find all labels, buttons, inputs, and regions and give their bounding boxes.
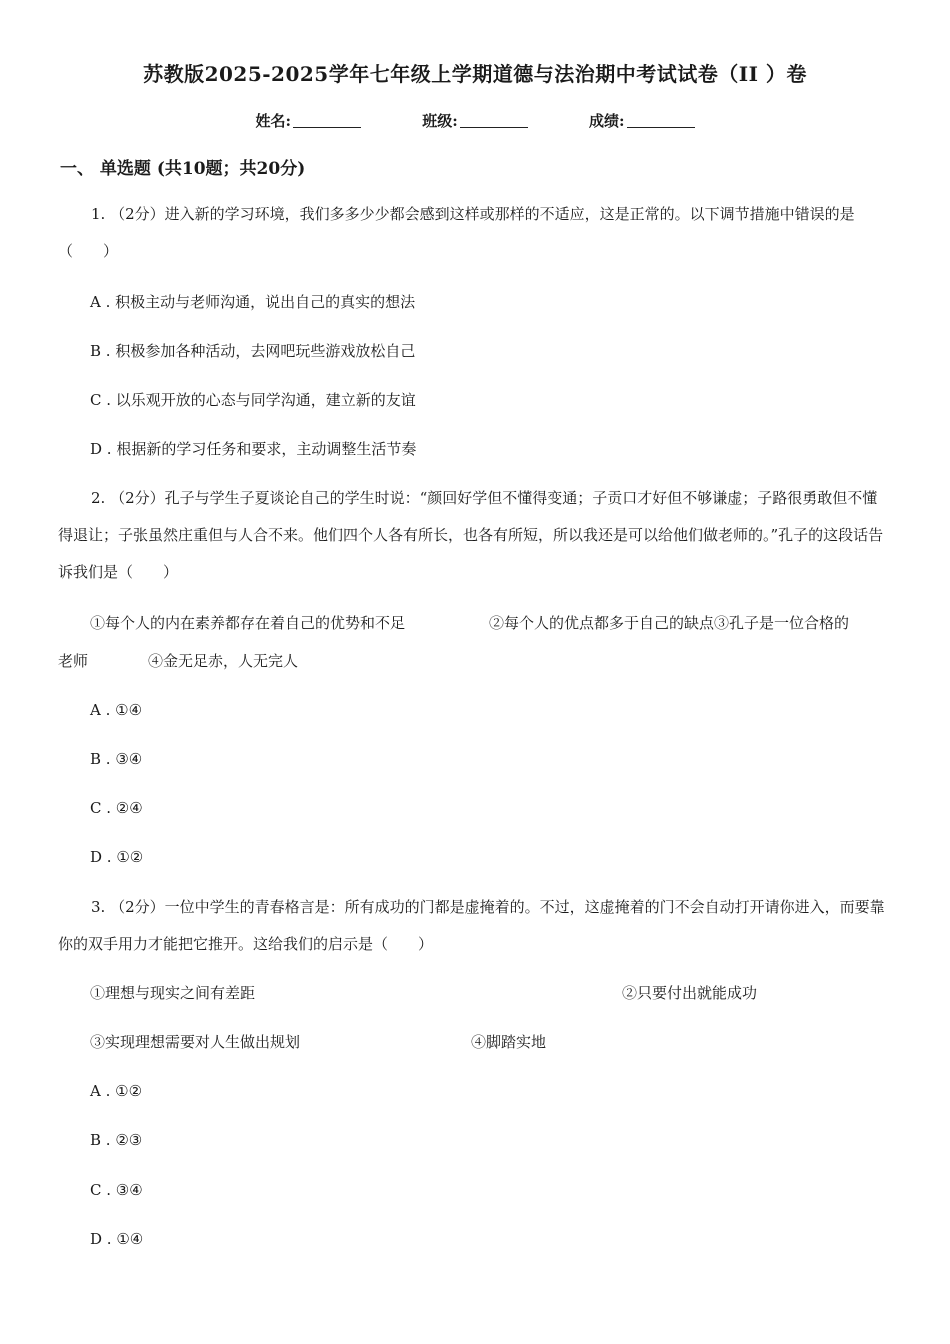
section-heading: 一、 单选题 (共10题；共20分): [60, 159, 306, 179]
name-field: [255, 110, 361, 131]
class-field: [422, 110, 528, 131]
question-2-option-a[interactable]: A . ①④: [90, 701, 143, 719]
question-3-option-a[interactable]: A . ①②: [90, 1082, 143, 1100]
question-3-statement-3: ③实现理想需要对人生做出规划: [90, 1033, 301, 1051]
question-3-statement-4: ④脚踏实地: [471, 1033, 547, 1051]
question-3-statement-2: ②只要付出就能成功: [622, 984, 758, 1002]
question-1-option-a[interactable]: A . 积极主动与老师沟通，说出自己的真实的想法: [90, 293, 416, 311]
student-info-row: [0, 110, 950, 131]
question-2-option-c[interactable]: C . ②④: [90, 799, 143, 817]
question-1-option-d[interactable]: D . 根据新的学习任务和要求，主动调整生活节奏: [90, 440, 417, 458]
question-1-option-b[interactable]: B . 积极参加各种活动，去网吧玩些游戏放松自己: [90, 342, 416, 360]
score-label: 成绩:: [589, 112, 625, 130]
score-field: [589, 110, 695, 131]
question-1-option-c[interactable]: C . 以乐观开放的心态与同学沟通，建立新的友谊: [90, 391, 416, 409]
question-2-option-b[interactable]: B . ③④: [90, 750, 143, 768]
question-2-statement-1: ①每个人的内在素养都存在着自己的优势和不足: [90, 614, 406, 632]
question-2-option-d[interactable]: D . ①②: [90, 848, 144, 866]
question-3-option-b[interactable]: B . ②③: [90, 1131, 143, 1149]
question-2-statement-4: ④金无足赤，人无完人: [148, 652, 299, 670]
score-blank[interactable]: [627, 113, 695, 128]
question-3-option-c[interactable]: C . ③④: [90, 1181, 143, 1199]
name-label: 姓名:: [255, 112, 291, 130]
question-2-stem: 2. （2分）孔子与学生子夏谈论自己的学生时说：“颜回好学但不懂得变通；子贡口才好但不够谦虚；子路很勇敢但不懂得退让；子张虽然庄重但与人合不来。他们四个人各有所长，也各有所短，所以我还是可以给他们做老师的。”孔子的这段话告诉我们是（ ）: [58, 489, 884, 581]
question-3-statement-1: ①理想与现实之间有差距: [90, 984, 256, 1002]
name-blank[interactable]: [293, 113, 361, 128]
question-1-stem: 1. （2分）进入新的学习环境，我们多多少少都会感到这样或那样的不适应，这是正常的。以下调节措施中错误的是（ ）: [58, 205, 855, 260]
question-2-statement-3-cont: 老师: [58, 652, 89, 670]
question-3-stem: 3. （2分）一位中学生的青春格言是：所有成功的门都是虚掩着的。不过，这虚掩着的门不会自动打开请你进入，而要靠你的双手用力才能把它推开。这给我们的启示是（ ）: [58, 898, 885, 953]
exam-title: 苏教版2025-2025学年七年级上学期道德与法治期中考试试卷（II ）卷: [143, 62, 807, 86]
class-label: 班级:: [422, 112, 458, 130]
class-blank[interactable]: [460, 113, 528, 128]
question-3-option-d[interactable]: D . ①④: [90, 1230, 144, 1248]
question-2-statement-2-3: ②每个人的优点都多于自己的缺点③孔子是一位合格的: [489, 614, 850, 632]
